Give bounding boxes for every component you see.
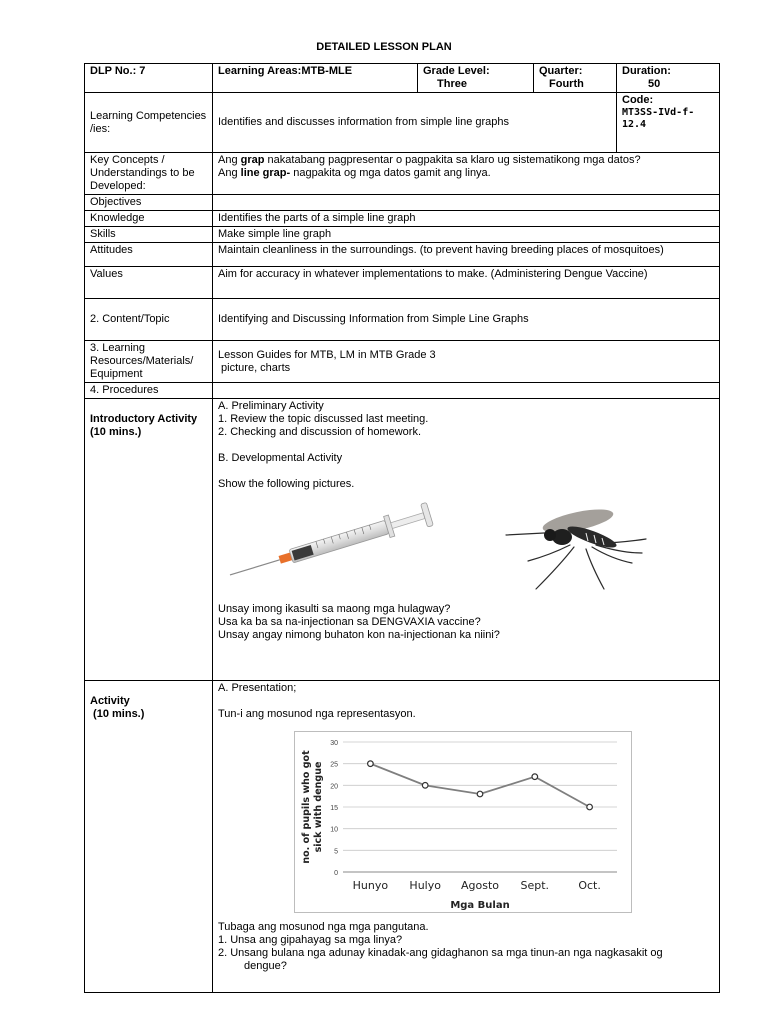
duration-value: 50 xyxy=(648,78,661,90)
intro-content xyxy=(213,399,720,681)
data-point xyxy=(368,761,374,767)
x-tick-label: Hulyo xyxy=(409,879,441,892)
activity-after-1: Tubaga ang mosunod nga mga pangutana. xyxy=(218,921,429,933)
objectives-empty xyxy=(213,195,720,211)
activity-after-3: 2. Unsang bulana nga adunay kinadak-ang gidaghanon sa mga tinun-an nga nagkasakit og xyxy=(218,947,663,959)
intro-question-3: Unsay angay nimong buhaton kon na-injectionan ka niini? xyxy=(218,629,500,641)
data-point xyxy=(422,783,428,789)
key-concepts-text xyxy=(213,153,720,195)
grade-label: Grade Level: xyxy=(423,65,490,77)
attitudes-label: Attitudes xyxy=(85,243,213,267)
kc1-post: nakatabang pagpresentar o pagpakita sa klaro ug sistematikong mga datos? xyxy=(264,154,641,166)
key-concepts-row xyxy=(85,153,720,195)
activity-line-1: A. Presentation; xyxy=(218,682,297,694)
quarter-label: Quarter: xyxy=(539,65,583,77)
activity-line-2: Tun-i ang mosunod nga representasyon. xyxy=(218,708,416,720)
quarter xyxy=(534,64,617,93)
activity-label: Activity xyxy=(90,695,130,707)
y-tick-label: 25 xyxy=(330,761,338,769)
data-point xyxy=(532,774,538,780)
x-axis-label: Mga Bulan xyxy=(450,900,510,911)
y-axis-label-line: no. of pupils who got xyxy=(301,750,312,864)
page-title: DETAILED LESSON PLAN xyxy=(316,41,452,53)
mosquito-icon xyxy=(500,493,660,593)
resources-row xyxy=(85,341,720,383)
kc1-key: grap xyxy=(240,154,265,166)
intro-line-0: A. Preliminary Activity xyxy=(218,400,324,412)
attitudes-text: Maintain cleanliness in the surroundings. (to prevent having breeding places of mosquitoes) xyxy=(213,243,720,267)
kc2-post: nagpakita og mga datos gamit ang linya. xyxy=(290,167,491,179)
duration xyxy=(617,64,720,93)
content-label: 2. Content/Topic xyxy=(85,299,213,341)
attitudes-row xyxy=(85,243,720,267)
values-text: Aim for accuracy in whatever implementations to make. (Administering Dengue Vaccine) xyxy=(213,267,720,299)
activity-content xyxy=(213,681,720,993)
x-tick-label: Agosto xyxy=(460,879,500,892)
resources-label: 3. Learning Resources/Materials/ Equipment xyxy=(85,341,213,383)
y-tick-label: 5 xyxy=(334,848,338,856)
x-tick-label: Hunyo xyxy=(352,879,389,892)
y-axis-label-line: sick with dengue xyxy=(313,761,324,853)
grade-value: Three xyxy=(437,78,467,90)
chart-svg xyxy=(295,732,631,912)
activity-after-2: 1. Unsa ang gipahayag sa mga linya? xyxy=(218,934,403,946)
key-concept-line-2 xyxy=(218,167,714,180)
intro-duration: (10 mins.) xyxy=(90,426,142,438)
competencies-row xyxy=(85,93,720,153)
intro-label-cell xyxy=(85,399,213,681)
key-concept-line-1 xyxy=(218,154,714,167)
resources-text xyxy=(213,341,720,383)
skills-row xyxy=(85,227,720,243)
competencies-text: Identifies and discusses information from simple line graphs xyxy=(213,93,617,153)
y-tick-label: 30 xyxy=(330,740,338,747)
competencies-label: Learning Competencies /ies: xyxy=(85,93,213,153)
content-text: Identifying and Discussing Information from Simple Line Graphs xyxy=(213,299,720,341)
intro-label: Introductory Activity xyxy=(90,413,198,425)
data-point xyxy=(477,791,483,797)
learning-areas: Learning Areas:MTB-MLE xyxy=(213,64,418,93)
procedures-row xyxy=(85,383,720,399)
kc2-key: line grap- xyxy=(240,167,291,179)
intro-question-2: Usa ka ba sa na-injectionan sa DENGVAXIA vaccine? xyxy=(218,616,481,628)
resources-line-1: Lesson Guides for MTB, LM in MTB Grade 3 xyxy=(218,348,436,361)
code-cell xyxy=(617,93,720,153)
code-value: MT3SS-IVd-f-12.4 xyxy=(622,107,695,130)
grade-level xyxy=(418,64,534,93)
resources-line-2: picture, charts xyxy=(218,361,291,374)
y-tick-label: 0 xyxy=(334,870,338,877)
activity-label-cell xyxy=(85,681,213,993)
objectives-row xyxy=(85,195,720,211)
intro-line-6: Show the following pictures. xyxy=(218,478,355,490)
x-tick-label: Sept. xyxy=(520,879,550,892)
activity-row xyxy=(85,681,720,993)
skills-text: Make simple line graph xyxy=(213,227,720,243)
procedures-empty xyxy=(213,383,720,399)
content-row xyxy=(85,299,720,341)
knowledge-label: Knowledge xyxy=(85,211,213,227)
syringe-icon xyxy=(224,499,444,579)
x-tick-label: Oct. xyxy=(578,879,601,892)
header-row xyxy=(85,64,720,93)
introductory-activity-row xyxy=(85,399,720,681)
knowledge-text: Identifies the parts of a simple line graph xyxy=(213,211,720,227)
knowledge-row xyxy=(85,211,720,227)
y-tick-label: 20 xyxy=(330,783,338,791)
intro-line-2: 2. Checking and discussion of homework. xyxy=(218,426,421,438)
skills-label: Skills xyxy=(85,227,213,243)
lesson-plan-table xyxy=(84,63,720,993)
quarter-value: Fourth xyxy=(549,78,584,90)
pictures-area xyxy=(218,491,714,603)
dlp-number: DLP No.: 7 xyxy=(85,64,213,93)
kc2-pre: Ang xyxy=(218,167,241,179)
activity-after-4: dengue? xyxy=(244,960,287,972)
line-chart xyxy=(294,731,632,913)
activity-duration: (10 mins.) xyxy=(90,708,145,720)
kc1-pre: Ang xyxy=(218,154,241,166)
key-concepts-label: Key Concepts / Understandings to be Developed: xyxy=(85,153,213,195)
procedures-label: 4. Procedures xyxy=(85,383,213,399)
intro-question-1: Unsay imong ikasulti sa maong mga hulagway? xyxy=(218,603,451,615)
y-axis-label xyxy=(301,750,324,864)
values-row xyxy=(85,267,720,299)
intro-line-1: 1. Review the topic discussed last meeting. xyxy=(218,413,429,425)
duration-label: Duration: xyxy=(622,65,671,77)
values-label: Values xyxy=(85,267,213,299)
y-tick-label: 15 xyxy=(330,805,338,812)
intro-line-4: B. Developmental Activity xyxy=(218,452,343,464)
data-point xyxy=(587,804,593,810)
code-label: Code: xyxy=(622,94,654,106)
y-tick-label: 10 xyxy=(330,826,338,834)
objectives-label: Objectives xyxy=(85,195,213,211)
